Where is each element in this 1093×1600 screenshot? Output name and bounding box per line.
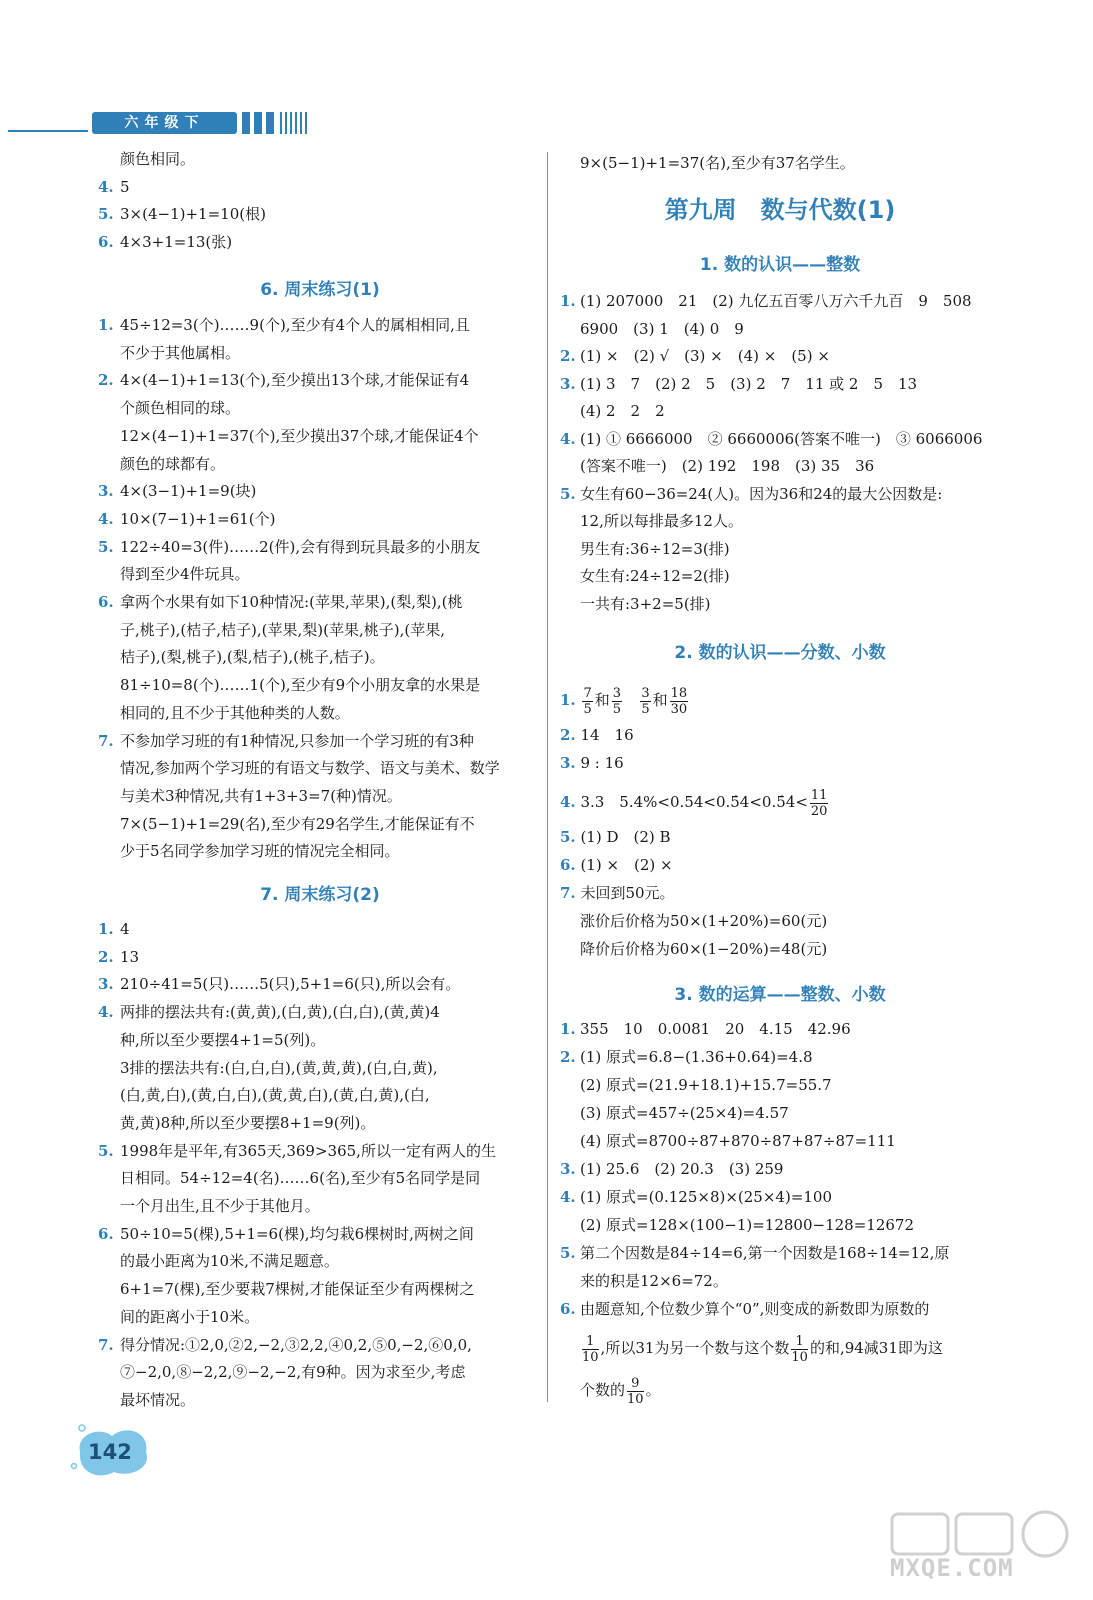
answer-text: 4×(4−1)+1=13(个),至少摸出13个球,才能保证有4 [120,371,470,390]
answer-text: 81÷10=8(个)……1(个),至少有9个小朋友拿的水果是 [120,676,481,695]
answer-text: 少于5名同学参加学习班的情况完全相同。 [120,842,400,861]
question-number: 3. [560,754,576,772]
answer-text: (1) 207000 21 (2) 九亿五百零八万六千九百 9 508 [580,292,972,310]
answer-line [98,508,276,532]
frac-q2 [560,724,634,748]
frac-q7-line3: 降价后价格为60×(1−20%)=48(元) [580,940,828,958]
answer-line [560,538,730,562]
answer-text: 不少于其他属相。 [120,343,241,362]
fraction: $\frac{1}{10}$ [582,1333,599,1365]
answer-text: (1) 原式=6.8−(1.36+0.64)=4.8 [580,1048,813,1066]
answer-text: 与美术3种情况,共有1+3+3=7(种)情况。 [120,786,402,805]
question-number: 7. [560,884,576,902]
question-number: 4. [98,509,114,528]
question-number: 4. [560,1188,576,1206]
answer-line [98,176,130,200]
answer-text: (1) 原式=(0.125×8)×(25×4)=100 [580,1188,833,1206]
answer-line [560,345,830,369]
answer-line [98,425,479,449]
answer-text: 女生有:24÷12=2(排) [580,567,730,585]
answer-text: 3×(4−1)+1=10(根) [120,205,266,223]
answer-text: 12,所以每排最多12人。 [580,512,743,530]
answer-line [98,1140,496,1164]
and-text: 和 [652,691,668,709]
answer-text: 的和,94减31即为这 [809,1339,943,1357]
question-number: 1. [560,691,576,709]
question-number: 2. [560,726,576,744]
answer-text: (4) 原式=8700÷87+870÷87+87÷87=111 [580,1132,896,1150]
question-number: 5. [560,484,576,503]
ops-q6-line2 [580,1330,943,1366]
answer-text: 122÷40=3(件)……2(件),会有得到玩具最多的小朋友 [120,537,481,556]
answer-text: 一共有:3+2=5(排) [580,594,711,613]
answer-line [98,1029,325,1053]
question-number: 7. [98,1335,114,1354]
right-top-line: 9×(5−1)+1=37(名),至少有37名学生。 [580,154,855,172]
answer-text: (3) 原式=457÷(25×4)=4.57 [580,1104,789,1122]
answer-text: (白,黄,白),(黄,白,白),(黄,黄,白),(黄,白,黄),(白, [120,1086,430,1105]
question-number: 6. [98,593,114,611]
answer-line [98,1389,195,1413]
question-number: 4. [98,1003,114,1022]
week-title: 第九周 数与代数(1) [664,196,896,224]
and-text: 和 [594,691,610,709]
answer-text: 。 [645,1381,661,1399]
answer-line [98,1001,440,1025]
answer-line [98,730,474,754]
fraction: $\frac{18}{30}$ [670,685,688,717]
question-number: 5. [560,828,576,846]
question-number: 1. [98,316,114,334]
question-number: 4. [560,429,576,448]
answer-text: 50÷10=5(棵),5+1=6(棵),均匀栽6棵树时,两树之间 [120,1224,474,1243]
answer-line [98,453,225,477]
answer-line [98,342,240,366]
answer-text: 由题意知,个位数少算个“0”,则变成的新数即为原数的 [580,1300,930,1318]
answer-text: (答案不唯一) (2) 192 198 (3) 35 36 [580,457,875,475]
fraction: $\frac{3}{5}$ [641,685,650,717]
question-number: 2. [98,947,114,966]
page-header [8,110,308,136]
answer-text: 14 16 [580,726,634,744]
answer-text: 间的距离小于10米。 [120,1307,260,1326]
answer-text: 子,桃子),(桔子,桔子),(苹果,梨)(苹果,桃子),(苹果, [120,620,445,639]
answer-text: ,所以31为另一个数与这个数 [600,1339,790,1357]
frac-q7-line2: 涨价后价格为50×(1+20%)=60(元) [580,912,828,930]
question-number: 3. [98,482,114,501]
header-stripes [242,112,312,134]
answer-line [560,1130,896,1154]
answer-text: 个颜色相同的球。 [120,399,241,418]
question-number: 4. [98,177,114,196]
answer-line [98,785,402,809]
answer-text: (2) 原式=128×(100−1)=12800−128=12672 [580,1216,914,1234]
question-number: 6. [560,1300,576,1318]
answer-text: 6900 (3) 1 (4) 0 9 [580,319,744,338]
answer-line [98,536,480,560]
answer-text: 的最小距离为10米,不满足题意。 [120,1252,339,1271]
fraction: $\frac{11}{20}$ [810,787,828,819]
fraction: $\frac{3}{5}$ [612,685,622,717]
ops-q6-line3 [580,1372,661,1408]
question-number: 6. [98,232,114,251]
answer-text: (1) 3 7 (2) 2 5 (3) 2 7 11 或 2 5 13 [580,374,918,393]
frac-q7 [560,882,675,906]
answer-text: 1998年是平年,有365天,369>365,所以一定有两人的生 [120,1141,496,1160]
question-number: 5. [98,205,114,223]
answer-line [560,1242,949,1266]
answer-line [560,1102,789,1126]
answer-text: 两排的摆法共有:(黄,黄),(白,黄),(白,白),(黄,黄)4 [120,1003,440,1022]
answer-line [560,290,972,314]
answer-line [560,1270,728,1294]
answer-text: 颜色相同。 [120,150,196,168]
answer-line [560,1214,914,1238]
answer-text: 10×(7−1)+1=61(个) [120,509,276,528]
answer-line [98,946,139,970]
answer-text: (1) D (2) B [580,828,671,846]
answer-line [560,1074,832,1098]
section-title-integers: 1. 数的认识——整数 [699,255,861,275]
question-number: 2. [98,371,114,390]
question-number: 3. [98,975,114,994]
section-title-operations: 3. 数的运算——整数、小数 [674,985,886,1005]
answer-line [98,203,266,227]
answer-line [98,757,500,781]
question-number: 6. [98,1224,114,1243]
answer-line [98,1306,259,1330]
answer-line [98,314,470,338]
header-rule [8,130,88,132]
answer-line [98,231,232,255]
answer-line [560,455,874,479]
question-number: 1. [98,920,114,938]
answer-line [98,702,350,726]
answer-line [98,148,195,172]
watermark [890,1510,1080,1590]
answer-text: ⑦−2,0,⑧−2,2,⑨−2,−2,有9种。因为求至少,考虑 [120,1363,466,1382]
answer-text: 得到至少4件玩具。 [120,565,250,584]
question-number: 6. [560,856,576,874]
answer-line [98,1250,339,1274]
answer-line [560,400,665,424]
fraction: $\frac{1}{10}$ [791,1333,808,1365]
answer-line [560,593,711,617]
answer-text: 9 : 16 [580,754,624,772]
answer-line [98,973,460,997]
section-title-fractions: 2. 数的认识——分数、小数 [674,643,886,663]
answer-line [560,318,744,342]
answer-line [560,1158,783,1182]
page-number-badge [70,1422,155,1480]
answer-text: 不参加学习班的有1种情况,只参加一个学习班的有3种 [120,731,474,750]
question-number: 1. [560,292,576,310]
question-number: 5. [560,1244,576,1262]
answer-line [98,480,256,504]
grade-label: 六年级下 [92,112,237,134]
answer-text: 男生有:36÷12=3(排) [580,539,730,558]
answer-text: 一个月出生,且不少于其他月。 [120,1197,320,1215]
answer-line [560,483,942,507]
answer-text: (2) 原式=(21.9+18.1)+15.7=55.7 [580,1076,832,1094]
answer-line [560,565,730,589]
answer-line [98,591,462,615]
answer-line [98,1112,375,1136]
frac-q4 [560,784,830,820]
question-number: 3. [560,374,576,393]
answer-text: 日相同。54÷12=4(名)……6(名),至少有5名同学是同 [120,1169,481,1188]
answer-line [98,397,240,421]
answer-text: 相同的,且不少于其他种类的人数。 [120,703,350,722]
watermark-text: MXQE.COM [890,1554,1014,1582]
answer-line [560,428,982,452]
question-number: 2. [560,1048,576,1066]
answer-text: 情况,参加两个学习班的有语文与数学、语文与美术、数学 [120,759,500,778]
answer-line [98,1057,438,1081]
answer-text: 5 [120,177,130,196]
answer-text: (1) × (2) × [580,856,673,874]
answer-text: 未回到50元。 [580,884,675,902]
answer-text: 210÷41=5(只)……5(只),5+1=6(只),所以会有。 [120,975,461,994]
answer-text: (1) ① 6666000 ② 6660006(答案不唯一) ③ 6066006 [580,429,983,448]
question-number: 7. [98,731,114,750]
page-number: 142 [88,1440,132,1464]
fraction: $\frac{7}{5}$ [583,685,592,717]
frac-q3 [560,752,624,776]
question-number: 3. [560,1160,576,1178]
watermark-logo-icon [890,1510,1080,1560]
frac-q5 [560,826,671,850]
frac-q1 [560,682,690,718]
answer-text: 最坏情况。 [120,1390,196,1409]
answer-line [98,813,475,837]
answer-text: 拿两个水果有如下10种情况:(苹果,苹果),(梨,梨),(桃 [120,593,463,611]
answer-line [98,1195,320,1219]
answer-text: 得分情况:①2,0,②2,−2,③2,2,④0,2,⑤0,−2,⑥0,0, [120,1335,472,1354]
answer-text: 3排的摆法共有:(白,白,白),(黄,黄,黄),(白,白,黄), [120,1058,438,1077]
answer-text: (4) 2 2 2 [580,402,665,420]
answer-line [98,646,385,670]
answer-text: 13 [120,947,140,966]
answer-text: 3.3 5.4%<0.54<0.5̇4<0.5̇4̇< [580,793,808,811]
answer-text: 个数的 [580,1381,626,1399]
answer-text: (1) × (2) √ (3) × (4) × (5) × [580,347,830,365]
answer-line [560,510,743,534]
answer-line [98,1278,475,1302]
answer-text: 来的积是12×6=72。 [580,1272,728,1290]
answer-text: 12×(4−1)+1=37(个),至少摸出37个球,才能保证4个 [120,426,479,445]
question-number: 5. [98,537,114,556]
answer-line [98,369,469,393]
answer-line [98,1223,474,1247]
answer-text: (1) 25.6 (2) 20.3 (3) 259 [580,1160,784,1178]
answer-text: 4×3+1=13(张) [120,232,233,251]
answer-line [560,1186,832,1210]
answer-text: 第二个因数是84÷14=6,第一个因数是168÷14=12,原 [580,1244,950,1262]
answer-line [560,1018,851,1042]
answer-line [98,1084,430,1108]
section-title-weekend-2: 7. 周末练习(2) [260,885,380,905]
frac-q6 [560,854,673,878]
answer-text: 7×(5−1)+1=29(名),至少有29名学生,才能保证有不 [120,814,475,833]
answer-line [560,373,917,397]
answer-line [98,1167,480,1191]
answer-text: 女生有60−36=24(人)。因为36和24的最大公因数是: [580,484,943,503]
question-number: 5. [98,1141,114,1160]
answer-text: 45÷12=3(个)……9(个),至少有4个人的属相相同,且 [120,316,470,334]
answer-text: 4 [120,920,130,938]
answer-line [98,840,400,864]
answer-text: 黄,黄)8种,所以至少要摆8+1=9(列)。 [120,1113,376,1132]
answer-line [98,563,250,587]
answer-line [560,1046,813,1070]
answer-line [98,1361,465,1385]
answer-line [98,1334,472,1358]
question-number: 1. [560,1020,576,1038]
answer-line [98,619,445,643]
answer-text: 颜色的球都有。 [120,454,226,473]
answer-text: 6+1=7(棵),至少要栽7棵树,才能保证至少有两棵树之 [120,1280,475,1299]
answer-line [98,918,130,942]
answer-text: 种,所以至少要摆4+1=5(列)。 [120,1030,326,1049]
answer-line [560,1298,929,1322]
fraction: $\frac{9}{10}$ [627,1375,644,1407]
answer-text: 355 10 0.0081 20 4.15 42.96 [580,1020,851,1038]
column-divider [547,152,548,1402]
answer-text: 桔子),(梨,桃子),(梨,桔子),(桃子,桔子)。 [120,648,385,667]
question-number: 2. [560,347,576,365]
question-number: 4. [560,793,576,811]
section-title-weekend-1: 6. 周末练习(1) [260,280,380,300]
answer-text: 4×(3−1)+1=9(块) [120,482,257,501]
answer-line [98,674,480,698]
